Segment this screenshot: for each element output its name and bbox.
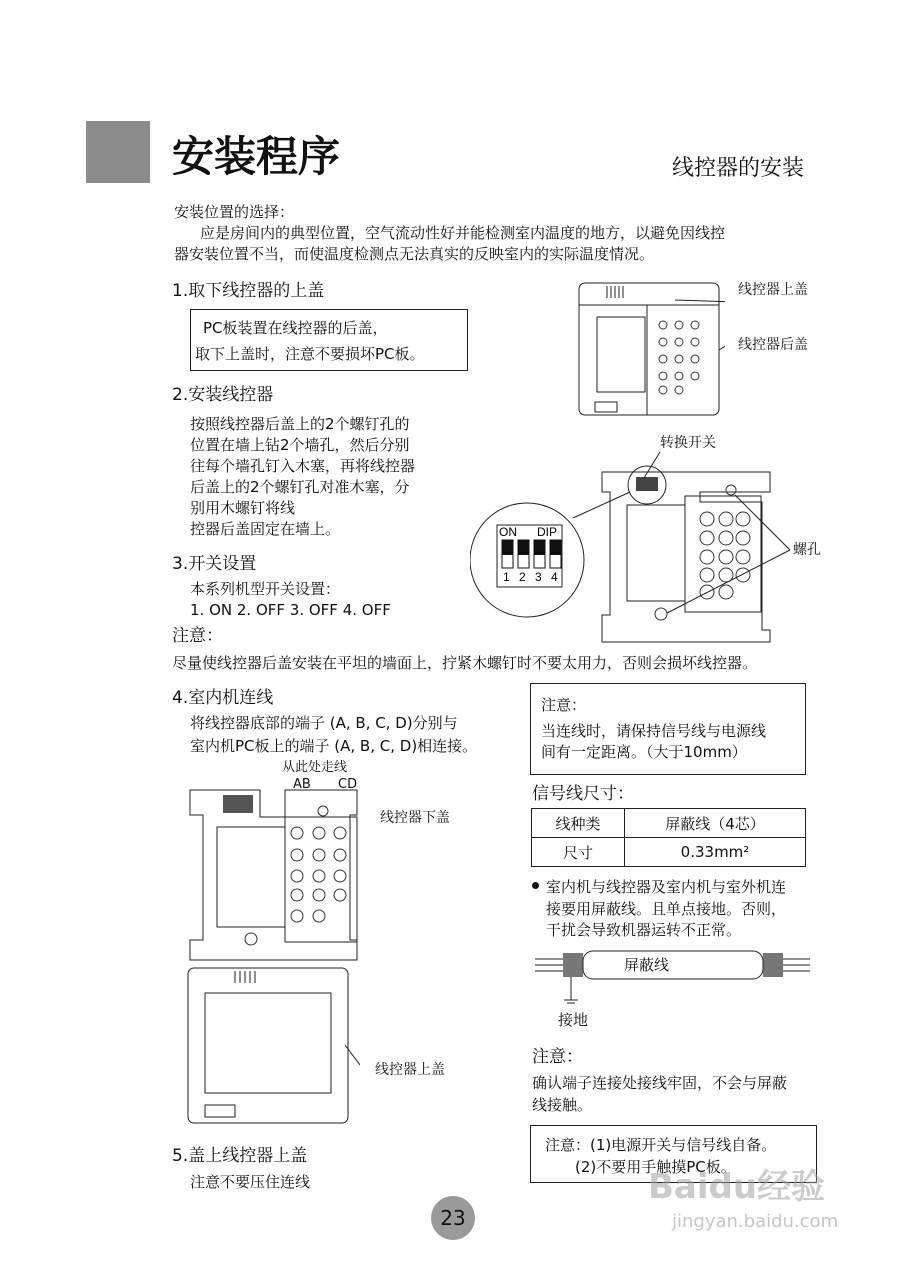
step2-heading: 2.安装线控器 bbox=[172, 385, 274, 405]
bullet-line: 干扰会导致机器运转不正常。 bbox=[546, 921, 742, 939]
step2-line: 控器后盖固定在墙上。 bbox=[190, 520, 341, 538]
signal-heading: 信号线尺寸： bbox=[532, 784, 634, 804]
label-route-here: 从此处走线 bbox=[282, 760, 348, 775]
label-lower-cover: 线控器下盖 bbox=[380, 810, 450, 826]
label-switch: 转换开关 bbox=[660, 435, 716, 451]
step4-line: 室内机PC板上的端子 (A, B, C, D)相连接。 bbox=[190, 737, 478, 755]
step2-line: 按照线控器后盖上的2个螺钉孔的 bbox=[190, 415, 410, 433]
table-cell: 0.33mm² bbox=[625, 838, 806, 867]
controller-front-drawing bbox=[575, 280, 725, 420]
step2-line: 位置在墙上钻2个墙孔，然后分别 bbox=[190, 436, 410, 454]
notice-line: 线接触。 bbox=[532, 1096, 593, 1114]
notice-line: (2)不要用手触摸PC板。 bbox=[575, 1158, 736, 1176]
step1-note-box bbox=[190, 309, 468, 371]
table-header: 屏蔽线（4芯） bbox=[625, 809, 806, 838]
watermark-url: jingyan.baidu.com bbox=[672, 1211, 839, 1232]
watermark-logo: Baidu经验 bbox=[648, 1167, 826, 1207]
dip-number: 1 bbox=[503, 570, 510, 584]
location-line: 应是房间内的典型位置，空气流动性好并能检测室内温度的地方，以避免因线控 bbox=[200, 224, 726, 242]
page-title: 安装程序 bbox=[172, 132, 341, 181]
label-upper-cover: 线控器上盖 bbox=[738, 282, 808, 298]
label-back-cover: 线控器后盖 bbox=[738, 337, 808, 353]
page-subtitle: 线控器的安装 bbox=[672, 156, 805, 181]
step4-line: 将线控器底部的端子 (A, B, C, D)分别与 bbox=[190, 714, 458, 732]
ground-label: 接地 bbox=[558, 1011, 589, 1029]
label-upper-cover-2: 线控器上盖 bbox=[375, 1062, 445, 1078]
notice-heading: 注意： bbox=[541, 696, 587, 714]
step2-line: 往每个墙孔钉入木塞，再将线控器 bbox=[190, 457, 416, 475]
step2-line: 后盖上的2个螺钉孔对准木塞，分 bbox=[190, 478, 410, 496]
label-screw-hole: 螺孔 bbox=[793, 542, 821, 558]
dip-number: 3 bbox=[535, 570, 542, 584]
location-line: 器安装位置不当，而使温度检测点无法真实的反映室内的实际温度情况。 bbox=[174, 245, 655, 263]
step1-heading: 1.取下线控器的上盖 bbox=[172, 281, 325, 301]
section-marker bbox=[86, 121, 150, 183]
bullet-line: 接要用屏蔽线。且单点接地。否则， bbox=[546, 900, 787, 918]
step2-line: 别用木螺钉将线 bbox=[190, 499, 296, 517]
table-cell: 尺寸 bbox=[532, 838, 625, 867]
step3-settings: 1. ON 2. OFF 3. OFF 4. OFF bbox=[190, 601, 391, 619]
notice-line: 间有一定距离。（大于10mm） bbox=[541, 743, 747, 761]
page-number: 23 bbox=[431, 1196, 475, 1240]
step5-heading: 5.盖上线控器上盖 bbox=[172, 1146, 308, 1166]
dip-number: 4 bbox=[551, 570, 558, 584]
dip-switch-drawing bbox=[470, 430, 850, 650]
table-header: 线种类 bbox=[532, 809, 625, 838]
bullet-line: 室内机与线控器及室内机与室外机连 bbox=[546, 878, 787, 896]
note-line: PC板装置在线控器的后盖， bbox=[203, 319, 388, 337]
note-line: 取下上盖时，注意不要损坏PC板。 bbox=[195, 345, 425, 363]
dip-on-label: ON bbox=[499, 525, 517, 539]
wiring-notice-box bbox=[530, 683, 806, 775]
step3-heading: 3.开关设置 bbox=[172, 554, 257, 574]
notice-text: 尽量使线控器后盖安装在平坦的墙面上，拧紧木螺钉时不要太用力，否则会损坏线控器。 bbox=[172, 654, 758, 672]
label-ab: AB bbox=[293, 777, 311, 792]
notice-line: 确认端子连接处接线牢固，不会与屏蔽 bbox=[532, 1074, 788, 1092]
lower-cover-drawing bbox=[185, 775, 375, 965]
location-heading: 安装位置的选择： bbox=[174, 203, 295, 221]
upper-cover-drawing bbox=[185, 965, 360, 1130]
step3-line: 本系列机型开关设置： bbox=[190, 580, 341, 598]
bullet-icon bbox=[532, 882, 539, 889]
notice-heading: 注意： bbox=[172, 626, 223, 646]
notice-line: 注意：(1)电源开关与信号线自备。 bbox=[545, 1136, 777, 1154]
signal-table bbox=[531, 808, 806, 867]
label-cd: CD bbox=[338, 777, 358, 792]
shielded-cable-drawing bbox=[535, 945, 815, 1010]
notice3-heading: 注意： bbox=[532, 1047, 583, 1067]
dip-number: 2 bbox=[519, 570, 526, 584]
cable-label: 屏蔽线 bbox=[624, 956, 670, 974]
dip-label: DIP bbox=[537, 525, 558, 539]
notice-line: 当连线时，请保持信号线与电源线 bbox=[541, 722, 767, 740]
step4-heading: 4.室内机连线 bbox=[172, 688, 274, 708]
step5-line: 注意不要压住连线 bbox=[190, 1173, 311, 1191]
